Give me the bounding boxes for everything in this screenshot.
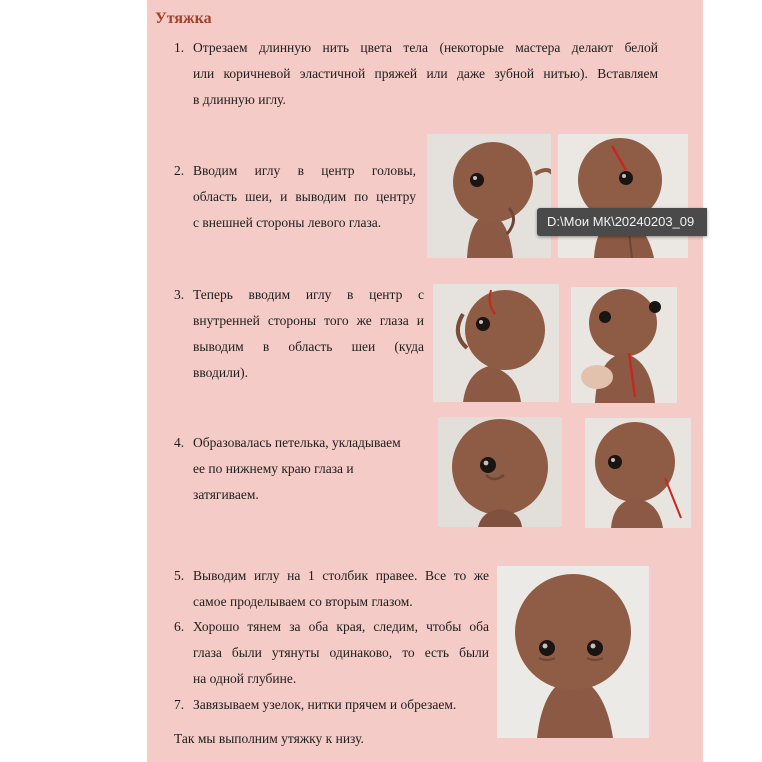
step-line: самое проделываем со вторым глазом.: [193, 594, 413, 609]
step-1: [174, 35, 658, 115]
step-line: ее по нижнему краю глаза и: [193, 461, 354, 476]
step-line: Теперь вводим иглу в центр с: [193, 287, 424, 302]
step-line: выводим в область шеи (куда: [193, 339, 424, 354]
step-line: внутренней стороны того же глаза и: [193, 313, 424, 328]
photo-step3-left: [433, 284, 559, 402]
step-line: Хорошо тянем за оба края, следим, чтобы оба: [193, 619, 489, 634]
step-line: вводили).: [193, 365, 248, 380]
step-line: затягиваем.: [193, 487, 259, 502]
step-6: [174, 614, 489, 694]
step-line: Завязываем узелок, нитки прячем и обрезаем.: [193, 697, 457, 712]
photo-step4-right: [585, 418, 691, 528]
step-line: Образовалась петелька, укладываем: [193, 435, 401, 450]
section-heading: Утяжка: [155, 10, 212, 27]
step-number: 2.: [174, 163, 185, 178]
step-line: или коричневой эластичной пряжей или даже зубной нитью). Вставляем: [193, 66, 658, 81]
photo-step3-right: [571, 287, 677, 403]
photo-step4-left: [438, 417, 562, 527]
step-line: в длинную иглу.: [193, 92, 286, 107]
photo-step2-right: [558, 134, 688, 258]
file-path-tooltip: D:\Мои МК\20240203_09: [537, 208, 707, 236]
step-line: Выводим иглу на 1 столбик правее. Все то же: [193, 568, 489, 583]
step-line: область шеи, и выводим по центру: [193, 189, 416, 204]
step-3: [174, 282, 424, 388]
photo-step2-left: [427, 134, 551, 258]
photo-final: [497, 566, 649, 738]
step-line: с внешней стороны левого глаза.: [193, 215, 382, 230]
step-number: 4.: [174, 435, 185, 450]
step-number: 7.: [174, 697, 185, 712]
conclusion-text: Так мы выполним утяжку к низу.: [174, 731, 364, 746]
step-4: [174, 430, 434, 510]
step-number: 5.: [174, 568, 185, 583]
step-number: 6.: [174, 619, 185, 634]
step-number: 1.: [174, 40, 185, 55]
step-line: Вводим иглу в центр головы,: [193, 163, 416, 178]
step-5: [174, 563, 489, 615]
step-line: Отрезаем длинную нить цвета тела (некоторые мастера делают белой: [193, 40, 658, 55]
step-line: на одной глубине.: [193, 671, 297, 686]
step-7: [174, 692, 489, 718]
step-number: 3.: [174, 287, 185, 302]
step-line: глаза были утянуты одинаково, то есть были: [193, 645, 489, 660]
step-2: [174, 158, 416, 238]
